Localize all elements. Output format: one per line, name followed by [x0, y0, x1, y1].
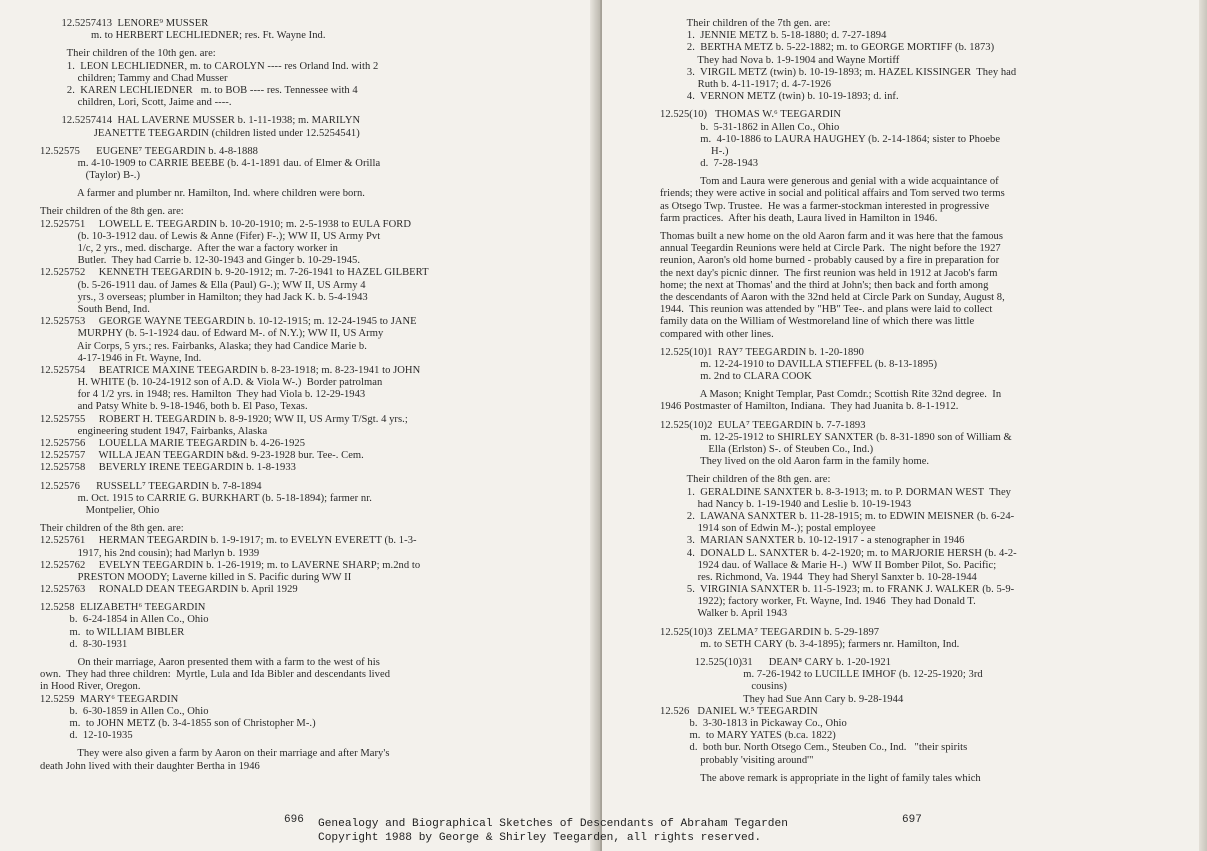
text-line: They lived on the old Aaron farm in the family home. [660, 456, 930, 468]
text-line: A Mason; Knight Templar, Past Comdr.; Scottish Rite 32nd degree. In [660, 389, 1002, 401]
text-line: MURPHY (b. 5-1-1924 dau. of Edward M-. of N.Y.); WW II, US Army [40, 328, 384, 340]
text-line: own. They had three children: Myrtle, Lula and Ida Bibler and descendants lived [40, 669, 391, 681]
text-line: 12.525751 LOWELL E. TEEGARDIN b. 10-20-1910; m. 2-5-1938 to EULA FORD [40, 218, 411, 230]
text-line: 3. MARIAN SANXTER b. 10-12-1917 - a stenographer in 1946 [660, 535, 965, 547]
footer-copyright: Copyright 1988 by George & Shirley Teegarden, all rights reserved. [318, 832, 762, 844]
text-line: farm practices. After his death, Laura lived in Hamilton in 1946. [660, 212, 938, 224]
text-line: the descendants of Aaron with the 32nd held at Circle Park on Sunday, August 8, [660, 291, 1005, 303]
right-page [602, 0, 1199, 851]
right-page-text [660, 18, 1017, 785]
text-line: H-.) [660, 145, 729, 157]
text-line: in Hood River, Oregon. [40, 681, 141, 693]
text-line: friends; they were active in social and political affairs and Tom served two terms [660, 188, 1005, 200]
text-line: 12.525752 KENNETH TEEGARDIN b. 9-20-1912; m. 7-26-1941 to HAZEL GILBERT [40, 267, 429, 279]
text-line: 12.52576 RUSSELL⁷ TEEGARDIN b. 7-8-1894 [40, 480, 262, 492]
text-line: 1946 Postmaster of Hamilton, Indiana. They had Juanita b. 8-1-1912. [660, 401, 959, 413]
right-page-number: 697 [902, 814, 922, 826]
left-page [0, 0, 598, 851]
text-line: Walker b. April 1943 [660, 608, 788, 620]
page-edge [1199, 0, 1207, 851]
text-line: 12.5258 ELIZABETH⁶ TEEGARDIN [40, 602, 206, 614]
text-line: yrs., 3 overseas; plumber in Hamilton; they had Jack K. b. 5-4-1943 [40, 291, 368, 303]
text-line: d. 8-30-1931 [40, 638, 128, 650]
text-line: 1. GERALDINE SANXTER b. 8-3-1913; m. to P. DORMAN WEST They [660, 486, 1012, 498]
text-line: 2. LAWANA SANXTER b. 11-28-1915; m. to EDWIN MEISNER (b. 6-24- [660, 510, 1015, 522]
text-line: 12.5259 MARY⁶ TEEGARDIN [40, 693, 179, 705]
text-line: Their children of the 10th gen. are: [40, 48, 216, 60]
text-line: 12.5257414 HAL LAVERNE MUSSER b. 1-11-1938; m. MARILYN [40, 115, 361, 127]
text-line: cousins) [660, 681, 787, 693]
text-line: 12.526 DANIEL W.⁵ TEEGARDIN [660, 705, 818, 717]
text-line: On their marriage, Aaron presented them with a farm to the west of his [40, 657, 380, 668]
text-line: home; the next at Thomas' and the third at John's; then back and forth among [660, 279, 989, 291]
text-line: A farmer and plumber nr. Hamilton, Ind. where children were born. [40, 188, 365, 200]
text-line: Montpelier, Ohio [40, 504, 160, 516]
left-page-number: 696 [284, 814, 304, 826]
text-line: d. both bur. North Otsego Cem., Steuben Co., Ind. "their spirits [660, 742, 968, 754]
text-line: 12.52575 EUGENE⁷ TEEGARDIN b. 4-8-1888 [40, 145, 259, 157]
text-line: for 4 1/2 yrs. in 1948; res. Hamilton They had Viola b. 12-29-1943 [40, 389, 366, 401]
text-line: 12.525(10)31 DEAN⁸ CARY b. 1-20-1921 [660, 657, 891, 668]
text-line: reunion, Aaron's old home burned - probably caused by a fire in preparation for [660, 255, 1000, 267]
text-line: JEANETTE TEEGARDIN (children listed under 12.5254541) [40, 127, 360, 139]
text-line: 2. BERTHA METZ b. 5-22-1882; m. to GEORGE MORTIFF (b. 1873) [660, 42, 995, 54]
text-line: Their children of the 8th gen. are: [40, 523, 184, 535]
text-line: d. 7-28-1943 [660, 158, 759, 170]
text-line: Ella (Erlston) S-. of Steuben Co., Ind.) [660, 444, 874, 455]
text-line: m. Oct. 1915 to CARRIE G. BURKHART (b. 5-18-1894); farmer nr. [40, 492, 372, 504]
text-line: 12.525755 ROBERT H. TEEGARDIN b. 8-9-1920; WW II, US Army T/Sgt. 4 yrs.; [40, 413, 408, 425]
text-line: annual Teegardin Reunions were held at Circle Park. The night before the 1927 [660, 243, 1001, 255]
text-line: (b. 5-26-1911 dau. of James & Ella (Paul) G-.); WW II, US Army 4 [40, 279, 366, 291]
text-line: 1922); factory worker, Ft. Wayne, Ind. 1946 They had Donald T. [660, 596, 976, 608]
text-line: m. to JOHN METZ (b. 3-4-1855 son of Christopher M-.) [40, 717, 316, 729]
text-line: 5. VIRGINIA SANXTER b. 11-5-1923; m. to FRANK J. WALKER (b. 5-9- [660, 584, 1015, 596]
text-line: 12.5257413 LENORE⁹ MUSSER [40, 18, 209, 29]
text-line: b. 3-30-1813 in Pickaway Co., Ohio [660, 717, 847, 729]
text-line: 1924 dau. of Wallace & Marie H-.) WW II Bomber Pilot, So. Pacific; [660, 559, 997, 571]
text-line: 12.525(10)3 ZELMA⁷ TEEGARDIN b. 5-29-1897 [660, 626, 880, 638]
text-line: death John lived with their daughter Bertha in 1946 [40, 760, 260, 772]
text-line: 1. JENNIE METZ b. 5-18-1880; d. 7-27-1894 [660, 30, 887, 42]
text-line: 12.525754 BEATRICE MAXINE TEEGARDIN b. 8-23-1918; m. 8-23-1941 to JOHN [40, 364, 421, 376]
text-line: 12.525757 WILLA JEAN TEEGARDIN b&d. 9-23-1928 bur. Tee-. Cem. [40, 450, 364, 462]
text-line: as Otsego Twp. Trustee. He was a farmer-stockman interested in progressive [660, 200, 990, 212]
text-line: children; Tammy and Chad Musser [40, 72, 228, 84]
text-line: had Nancy b. 1-19-1940 and Leslie b. 10-19-1943 [660, 498, 912, 510]
text-line: b. 6-24-1854 in Allen Co., Ohio [40, 614, 209, 626]
text-line: m. to SETH CARY (b. 3-4-1895); farmers nr. Hamilton, Ind. [660, 638, 960, 650]
text-line: 1. LEON LECHLIEDNER, m. to CAROLYN ---- res Orland Ind. with 2 [40, 60, 379, 72]
text-line: 4-17-1946 in Ft. Wayne, Ind. [40, 352, 202, 364]
text-line: (b. 10-3-1912 dau. of Lewis & Anne (Fifer) F-.); WW II, US Army Pvt [40, 230, 381, 242]
text-line: Ruth b. 4-11-1917; d. 4-7-1926 [660, 78, 832, 90]
text-line: 1917, his 2nd cousin); had Marlyn b. 1939 [40, 547, 260, 559]
text-line: 12.525(10)1 RAY⁷ TEEGARDIN b. 1-20-1890 [660, 346, 865, 358]
footer-title: Genealogy and Biographical Sketches of Descendants of Abraham Tegarden [318, 818, 788, 830]
text-line: and Patsy White b. 9-18-1946, both b. El Paso, Texas. [40, 401, 308, 413]
text-line: Thomas built a new home on the old Aaron farm and it was here that the famous [660, 231, 1004, 242]
text-line: res. Richmond, Va. 1944 They had Sheryl Sanxter b. 10-28-1944 [660, 571, 977, 583]
text-line: 1/c, 2 yrs., med. discharge. After the war a factory worker in [40, 243, 338, 254]
text-line: compared with other lines. [660, 328, 774, 340]
text-line: m. to WILLIAM BIBLER [40, 626, 185, 638]
text-line: children, Lori, Scott, Jaime and ----. [40, 97, 232, 109]
text-line: Their children of the 7th gen. are: [660, 18, 831, 29]
text-line: 4. VERNON METZ (twin) b. 10-19-1893; d. inf. [660, 91, 899, 103]
text-line: 12.525761 HERMAN TEEGARDIN b. 1-9-1917; m. to EVELYN EVERETT (b. 1-3- [40, 535, 417, 547]
text-line: South Bend, Ind. [40, 303, 150, 315]
text-line: They had Nova b. 1-9-1904 and Wayne Mortiff [660, 54, 900, 66]
text-line: m. to MARY YATES (b.ca. 1822) [660, 730, 836, 742]
text-line: m. 4-10-1909 to CARRIE BEEBE (b. 4-1-1891 dau. of Elmer & Orilla [40, 157, 381, 169]
text-line: b. 6-30-1859 in Allen Co., Ohio [40, 705, 209, 717]
text-line: Their children of the 8th gen. are: [40, 206, 184, 218]
text-line: Their children of the 8th gen. are: [660, 474, 831, 486]
text-line: 12.525753 GEORGE WAYNE TEEGARDIN b. 10-12-1915; m. 12-24-1945 to JANE [40, 316, 417, 328]
text-line: 3. VIRGIL METZ (twin) b. 10-19-1893; m. HAZEL KISSINGER They had [660, 66, 1017, 78]
left-page-text [40, 18, 429, 773]
text-line: 1944. This reunion was attended by "HB" Tee-. and plans were laid to collect [660, 304, 993, 316]
text-line: Air Corps, 5 yrs.; res. Fairbanks, Alaska; they had Candice Marie b. [40, 340, 367, 352]
text-line: m. 7-26-1942 to LUCILLE IMHOF (b. 12-25-1920; 3rd [660, 669, 983, 681]
text-line: 1914 son of Edwin M-.); postal employee [660, 523, 876, 535]
text-line: They were also given a farm by Aaron on their marriage and after Mary's [40, 748, 390, 760]
text-line: family data on the William of Westmoreland line of which there was little [660, 316, 975, 328]
text-line: 12.525762 EVELYN TEEGARDIN b. 1-26-1919; m. to LAVERNE SHARP; m.2nd to [40, 559, 421, 571]
copyright-footer [318, 817, 878, 845]
text-line: 2. KAREN LECHLIEDNER m. to BOB ---- res. Tennessee with 4 [40, 84, 358, 96]
text-line: b. 5-31-1862 in Allen Co., Ohio [660, 121, 840, 133]
text-line: 12.525(10)2 EULA⁷ TEEGARDIN b. 7-7-1893 [660, 419, 866, 431]
text-line: m. 2nd to CLARA COOK [660, 371, 812, 383]
text-line: The above remark is appropriate in the light of family tales which [660, 772, 981, 784]
text-line: probably 'visiting around'" [660, 754, 814, 766]
text-line: PRESTON MOODY; Laverne killed in S. Pacific during WW II [40, 571, 352, 583]
text-line: Tom and Laura were generous and genial with a wide acquaintance of [660, 176, 999, 188]
text-line: (Taylor) B-.) [40, 170, 141, 182]
text-line: 4. DONALD L. SANXTER b. 4-2-1920; m. to MARJORIE HERSH (b. 4-2- [660, 547, 1017, 559]
text-line: the next day's picnic dinner. The first reunion was held in 1912 at Jacob's farm [660, 267, 998, 279]
text-line: 12.525756 LOUELLA MARIE TEEGARDIN b. 4-26-1925 [40, 438, 306, 449]
text-line: 12.525(10) THOMAS W.⁶ TEEGARDIN [660, 109, 842, 121]
text-line: 12.525758 BEVERLY IRENE TEEGARDIN b. 1-8-1933 [40, 462, 296, 474]
text-line: m. 4-10-1886 to LAURA HAUGHEY (b. 2-14-1864; sister to Phoebe [660, 133, 1001, 145]
text-line: 12.525763 RONALD DEAN TEEGARDIN b. April 1929 [40, 584, 298, 596]
text-line: d. 12-10-1935 [40, 730, 133, 742]
text-line: H. WHITE (b. 10-24-1912 son of A.D. & Viola W-.) Border patrolman [40, 377, 383, 389]
text-line: They had Sue Ann Cary b. 9-28-1944 [660, 693, 904, 705]
text-line: Butler. They had Carrie b. 12-30-1943 and Ginger b. 10-29-1945. [40, 255, 361, 267]
text-line: m. 12-24-1910 to DAVILLA STIEFFEL (b. 8-13-1895) [660, 358, 938, 370]
text-line: m. 12-25-1912 to SHIRLEY SANXTER (b. 8-31-1890 son of William & [660, 431, 1012, 443]
text-line: engineering student 1947, Fairbanks, Alaska [40, 425, 268, 437]
text-line: m. to HERBERT LECHLIEDNER; res. Ft. Wayne Ind. [40, 30, 326, 42]
